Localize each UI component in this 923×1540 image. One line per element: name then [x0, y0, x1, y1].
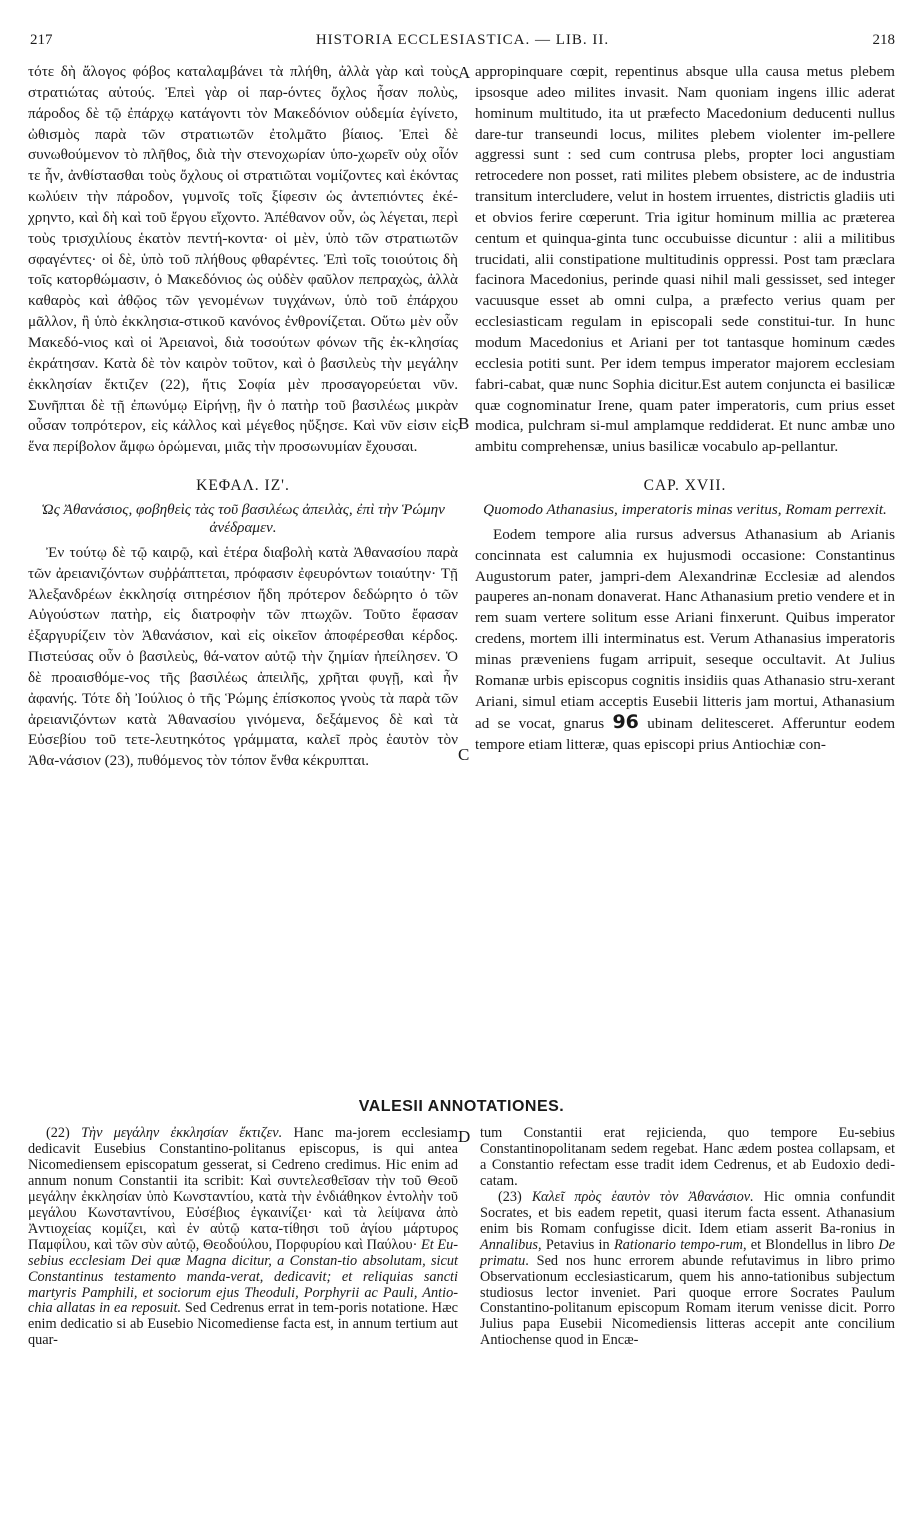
- notes-right-column: [480, 1126, 895, 1349]
- note-23-text-4: . Sed nos hunc errorem abunde refutavimus in libro primo Observationum ecclesiasticarum, quem his anno-tationibus subjectum studiosus lector inveniet. Pari quoque errore Socrates Paulum Constantino-politanum episcopum Romam iterum venisse dicit. Porro Julius papa Eusebii Nicomediensis litteras accepit ante concilium Antiochense quod in Encæ-: [480, 1252, 895, 1349]
- note-22-lemma: Τὴν μεγάλην ἐκκλησίαν ἔκτιζεν.: [81, 1125, 283, 1141]
- greek-chapter-heading: ΚΕΦΑΛ. ΙΖ'.: [196, 477, 290, 495]
- note-23-rationario: Rationario tempo-rum: [613, 1236, 743, 1253]
- section-marker-d: D: [458, 1127, 471, 1146]
- note-23-text: Hic omnia confundit Socrates, et bis eadem repetit, quasi iterum facta essent. Athanasium enim bis Romam confugisse dicit. Idem etiam asserit Ba-ronius in: [480, 1188, 896, 1237]
- latin-chapter-summary: Quomodo Athanasius, imperatoris minas veritus, Romam perrexit.: [483, 500, 887, 518]
- section-marker-c: C: [458, 745, 470, 764]
- note-22-text-end: Sed Cedrenus errat in tem-poris notatione. Hæc enim dedicatio si ab Eusebio Nicomediense facta est, in annum tertium aut quar-: [28, 1300, 458, 1349]
- latin-paragraph-2: [475, 525, 895, 756]
- greek-chapter-summary: Ὡς Ἀθανάσιος, φοβηθεὶς τὰς τοῦ βασιλέως ἀπειλὰς, ἐπὶ τὴν Ῥώμην ἀνέδραμεν.: [41, 500, 445, 536]
- greek-paragraph-2: Ἐν τούτῳ δὲ τῷ καιρῷ, καὶ ἑτέρα διαβολὴ κατὰ Ἀθανασίου παρὰ τῶν ἀρειανιζόντων συῤῥάπτεται, πρόφασιν ἐφευρόντων τοιαύτην· Τῇ Ἀλεξανδρέων ἐκκλησίᾳ σιτηρέσιον ἤδη πρότερον δεδώρητο ὁ τῶν Αὐγούστων πατὴρ, εἰς διατροφὴν τῶν πτωχῶν. Τοῦτο ἔφασαν ἐξαργυρίζειν τὸν Ἀθανάσιον, καὶ εἰς οἰκεῖον ἀποφέρεσθαι κέρδος. Πιστεύσας οὖν ὁ βασιλεὺς, θά-νατον αὐτῷ τὴν ζημίαν ἠπείλησεν. Ὁ δὲ προαισθόμε-νος τῆς βασιλέως ἀπειλῆς, χρῆται φυγῇ, καὶ ἦν ἀφανής. Τότε δὴ Ἰούλιος ὁ τῆς Ῥώμης ἐπίσκοπος γνοὺς τὰ παρὰ τῶν ἀρειανιζόντων κατὰ Ἀθανασίου γινόμενα, δεξάμενος δὲ καὶ τὰ Εὐσεβίου τοῦ τετε-λευτηκότος γράμματα, καλεῖ πρὸς ἑαυτὸν τὸν Ἀθα-νάσιον (23), πυθόμενος τὸν τόπον ἔνθα κέκρυπται.: [28, 543, 458, 770]
- note-23-annalibus: Annalibus: [480, 1236, 538, 1253]
- note-22-continued: tum Constantii erat rejicienda, quo tempore Eu-sebius Constantinopolitanam sedem regebat. Hanc ædem postea collapsam, et a Constantio refectam esse tradit idem Cedrenus, et ab Eudoxio dedi-catam.: [480, 1125, 895, 1189]
- latin-paragraph-1: appropinquare cœpit, repentinus absque ulla causa metus plebem ipsosque adeo milites invasit. Nam quoniam ingens illic aderat hominum multitudo, ita ut præfecto Macedonium deducenti nullus dare-tur transeundi locus, milites plebem violenter im-pellere aggressi sunt : sed cum contrusa plebs, propter loci angustiam retrocedere non posset, rati milites plebem obsistere, ac de industria transitum intercludere, velut in hostem irruentes, districtis gladiis uti et obvios ferire cœperunt. Tria igitur hominum millia ac præterea centum et quinqua-ginta tunc occubuisse dicuntur : alii a militibus trucidati, alii constipatione multitudinis oppressi. Post tam præclara facinora Macedonius, perinde quasi nihil mali gessisset, sed integer vacuusque esset ab omni culpa, a præfecto verius quam per ecclesiasticam regulam in episcopali sede constitui-tur. In hunc modum Macedonius et Ariani per tot tantasque hominum cædes ecclesia potiti sunt. Per idem tempus imperator majorem ecclesiam fabri-cabat, quæ nunc Sophia dicitur.Est autem conjuncta ei basilicæ quæ cognominatur Irene, quam pater imperatoris, cum prius esset modica, pulchram si-mul amplamque reddiderat. Et nunc ambæ uno ambitu comprehensæ, unius basilicæ vocabulo ap-pellantur.: [475, 63, 895, 456]
- note-22: [28, 1126, 458, 1349]
- latin-text-column: [475, 62, 895, 756]
- note-22-number: (22): [46, 1125, 70, 1141]
- notes-title: VALESII ANNOTATIONES.: [358, 1098, 565, 1115]
- note-23-primatu: De primatu: [480, 1236, 895, 1269]
- note-23-number: (23): [498, 1188, 522, 1205]
- note-23-text-2: , Petavius in: [537, 1236, 610, 1253]
- note-23: [480, 1190, 895, 1350]
- left-page-number: 217: [30, 32, 53, 48]
- note-22-text: Hanc ma-jorem ecclesiam dedicavit Eusebius Constantino-politanus episcopus, is qui antea Nicomediensem episcopatum gesserat, si Cedreno credimus. Hic enim ad annum nonum Constantii ita scribit: Καὶ συντελεσθεῖσαν τὴν τοῦ Θεοῦ μεγάλην ἐκκλησίαν ὑπὸ Κωνσταντίου, κατὰ τὴν ἐνδιάθηκον ἐντολὴν τοῦ μεγάλου Κωνσταντίνου, Εὐσέβιος ἐγκαινίζει· καὶ τὰ λείψανα ἀπὸ Ἀντιοχείας κομίζει, καὶ ἐν αὐτῷ κατα-τίθησι τοῦ ἁγίου μάρτυρος Παμφίλου, καὶ τῶν σὺν αὐτῷ, Θεοδούλου, Πορφυρίου καὶ Παύλου·: [28, 1125, 459, 1253]
- greek-paragraph-1: τότε δὴ ἄλογος φόβος καταλαμβάνει τὰ πλήθη, ἀλλὰ γὰρ καὶ τοὺς στρατιώτας αὐτούς. Ἐπεὶ γὰρ οἱ παρ-όντες ὄχλος ἦσαν πολὺς, πάροδος δὲ τῷ ἐπάρχῳ κατάγοντι τὸν Μακεδόνιον οὐδεμία ἐγίνετο, ὠθισμὸς παρὰ τῶν στρατιωτῶν ἐτολμᾶτο βίαιος. Ἐπεὶ δὲ συνωθούμενον τὸ πλῆθος, διὰ τὴν στενοχωρίαν ὑπο-χωρεῖν οὐχ οἷόν τε ἦν, ἀνθίστασθαι τοὺς ὄχλους οἱ στρατιῶται νομίζοντες καὶ ἑκόντας κωλύειν τὴν πάροδον, γυμνοῖς τοῖς ξίφεσιν ὡς ἀντεπιόντες ἐκέ-χρηντο, καὶ δὴ καὶ τοῦ ἔργου εἴχοντο. Ἀπέθανον οὖν, ὡς λέγεται, περὶ τοὺς τρισχιλίους ἑκατὸν πεντή-κοντα· οἱ μὲν, ὑπὸ τῶν στρατιωτῶν σφαγέντες· οἱ δὲ, ὑπὸ τοῦ πλήθους φθαρέντες. Ἐπὶ τοῖς τοιούτοις δὴ τοῖς κατορθώμασιν, ὁ Μακεδόνιος ὡς οὐδὲν φαῦλον πεπραχὼς, ἀλλὰ καθαρὸς καὶ ἀθῷος τῶν γενομένων τυγχάνων, ὑπὸ τοῦ ἐπάρχου μᾶλλον, ἢ ὑπὸ ἐκκλησια-στικοῦ κανόνος ἐνθρονίζεται. Οὕτω μὲν οὖν Μακεδό-νιος καὶ οἱ Ἀρειανοὶ, διὰ τοσούτων φόνων τῆς ἐκ-κλησίας ἐκράτησαν. Κατὰ δὲ τὸν καιρὸν τοῦτον, καὶ ὁ βασιλεὺς τὴν μεγάλην ἐκκλησίαν ἔκτιζεν (22), ἥτις Σοφία μὲν προσαγορεύεται νῦν. Συνῆπται δὲ τῇ ἐπωνύμῳ Εἰρήνῃ, ἣν ὁ πατὴρ τοῦ βασιλέως μικρὰν οὖσαν τοπρότερον, εἰς κάλλος καὶ μέγεθος ηὔξησε. Καὶ νῦν εἰσιν εἰς ἕνα περίβολον ἄμφω ὁρώμεναι, μιᾶς τὴν προσωνυμίαν ἔχουσαι.: [28, 63, 458, 456]
- notes-left-column: [28, 1126, 458, 1349]
- right-page-number: 218: [872, 32, 895, 48]
- latin-chapter-heading: CAP. XVII.: [643, 477, 727, 495]
- section-marker-b: B: [458, 414, 470, 433]
- page-number-badge: 96: [612, 711, 639, 734]
- running-head: [30, 32, 895, 56]
- note-23-lemma: Καλεῖ πρὸς ἑαυτὸν τὸν Ἀθανάσιον.: [531, 1188, 754, 1205]
- note-23-text-3: , et Blondellus in libro: [742, 1236, 875, 1253]
- latin-paragraph-2-end: ubinam delitesceret. Afferuntur eodem tempore etiam litteræ, quas episcopi prius Antiochiæ con-: [475, 715, 896, 754]
- note-22-latin-translation: Et Eu-sebius ecclesiam Dei quæ Magna dicitur, a Constan-tio absolutam, sicut Constantinus testamento manda-verat, dedicavit; et reliquias sancti martyris Pamphili, et sociorum ejus Theoduli, Porphyrii ac Pauli, Antio-chia allatas in ea reposuit.: [28, 1236, 458, 1317]
- section-marker-a: A: [458, 63, 471, 82]
- running-title: HISTORIA ECCLESIASTICA. — LIB. II.: [315, 32, 610, 48]
- greek-text-column: [28, 62, 458, 772]
- latin-paragraph-2-text: Eodem tempore alia rursus adversus Athanasium ab Arianis concinnata est calumnia ex hujusmodi occasione: Constantinus Augustorum pater, jampri-dem Alexandrinæ Ecclesiæ ad alendos pauperes an-nonam donaverat. Hanc Athanasium pretio vendere et in rem suam vertere solitum esse Ariani finxerunt. Quibus imperator credens, mortem illi interminatus est. Verum Athanasius imperatoris minas præveniens fugam arripuit, seseque occultavit. At Julius Romanæ urbis episcopus cognitis insidiis quas Athanasio stru-xerant Ariani, simul etiam acceptis Eusebii litteris jam mortui, Athanasium ad se vocat, gnarus: [475, 525, 895, 733]
